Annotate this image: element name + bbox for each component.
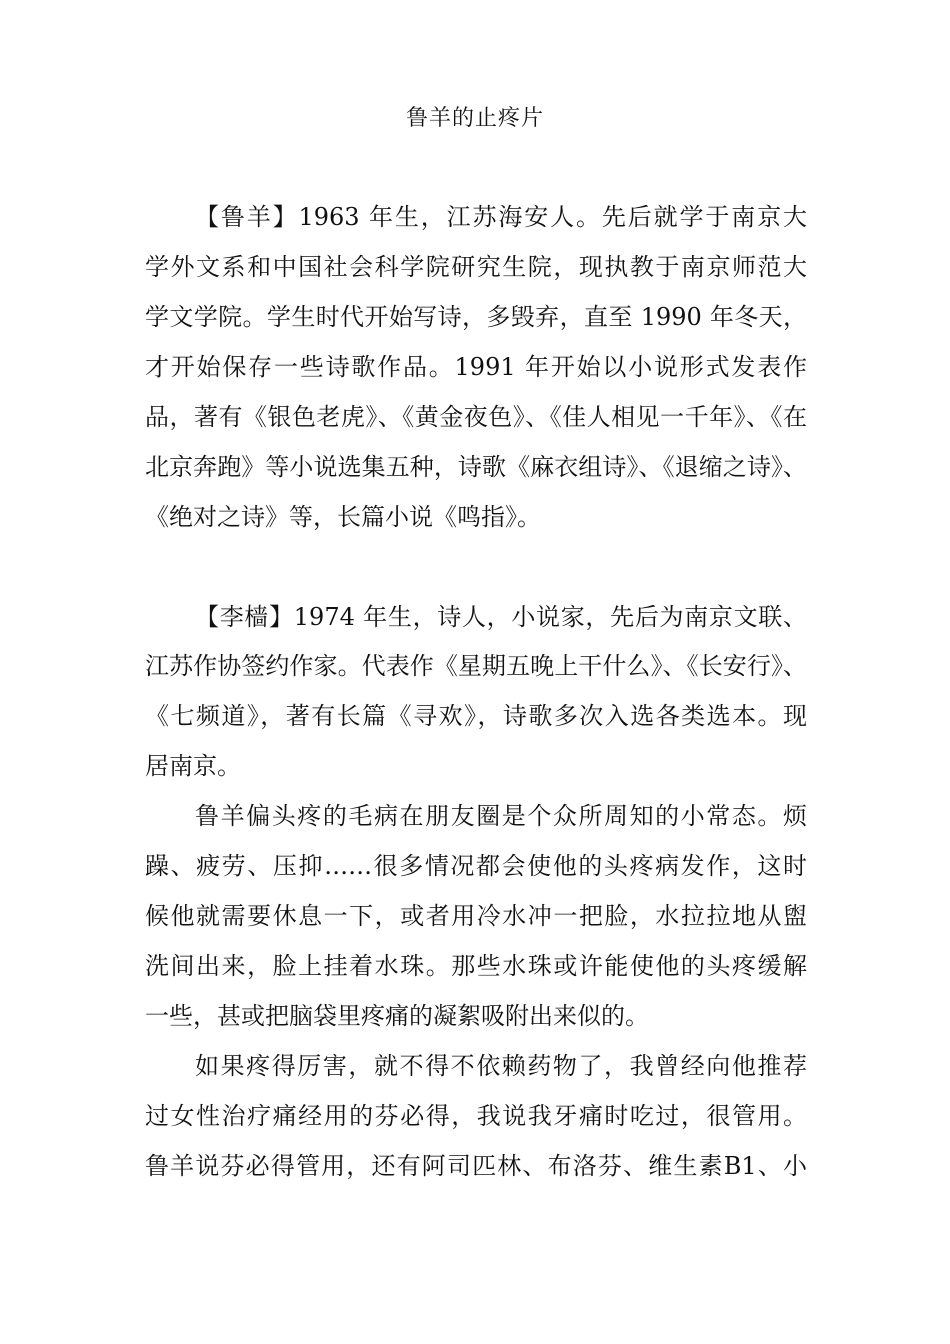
text-line: 一些，甚或把脑袋里疼痛的凝絮吸附出来似的。 bbox=[145, 1002, 649, 1030]
text-line: 【鲁羊】1963 年生，江苏海安人。先后就学于南京大 bbox=[195, 203, 807, 231]
text-line: 过女性治疗痛经用的芬必得，我说我牙痛时吃过，很管用。 bbox=[145, 1102, 807, 1130]
text-line: 居南京。 bbox=[145, 752, 241, 780]
text-line: 学外文系和中国社会科学院研究生院，现执教于南京师范大 bbox=[145, 253, 807, 281]
text-line: 候他就需要休息一下，或者用冷水冲一把脸，水拉拉地从盥 bbox=[145, 902, 807, 930]
text-line: 北京奔跑》等小说选集五种，诗歌《麻衣组诗》、《退缩之诗》、 bbox=[145, 453, 807, 481]
text-line: 如果疼得厉害，就不得不依赖药物了，我曾经向他推荐 bbox=[195, 1052, 807, 1080]
text-line: 鲁羊偏头疼的毛病在朋友圈是个众所周知的小常态。烦 bbox=[195, 802, 807, 830]
text-line: 品，著有《银色老虎》、《黄金夜色》、《佳人相见一千年》、《在 bbox=[145, 403, 807, 431]
text-line: 【李樯】1974 年生，诗人，小说家，先后为南京文联、 bbox=[195, 603, 807, 631]
page-title: 鲁羊的止疼片 bbox=[405, 106, 544, 131]
text-line: 躁、疲劳、压抑……很多情况都会使他的头疼病发作，这时 bbox=[145, 852, 807, 880]
text-line: 学文学院。学生时代开始写诗，多毁弃，直至 1990 年冬天， bbox=[145, 303, 807, 331]
text-line: 洗间出来，脸上挂着水珠。那些水珠或许能使他的头疼缓解 bbox=[145, 952, 807, 980]
text-line: 《七频道》，著有长篇《寻欢》，诗歌多次入选各类选本。现 bbox=[145, 702, 807, 730]
text-line: 江苏作协签约作家。代表作《星期五晚上干什么》、《长安行》、 bbox=[145, 652, 807, 680]
text-line: 《绝对之诗》等，长篇小说《鸣指》。 bbox=[145, 503, 541, 531]
text-line: 鲁羊说芬必得管用，还有阿司匹林、布洛芬、维生素B1、小 bbox=[145, 1152, 807, 1180]
text-line: 才开始保存一些诗歌作品。1991 年开始以小说形式发表作 bbox=[145, 353, 807, 381]
